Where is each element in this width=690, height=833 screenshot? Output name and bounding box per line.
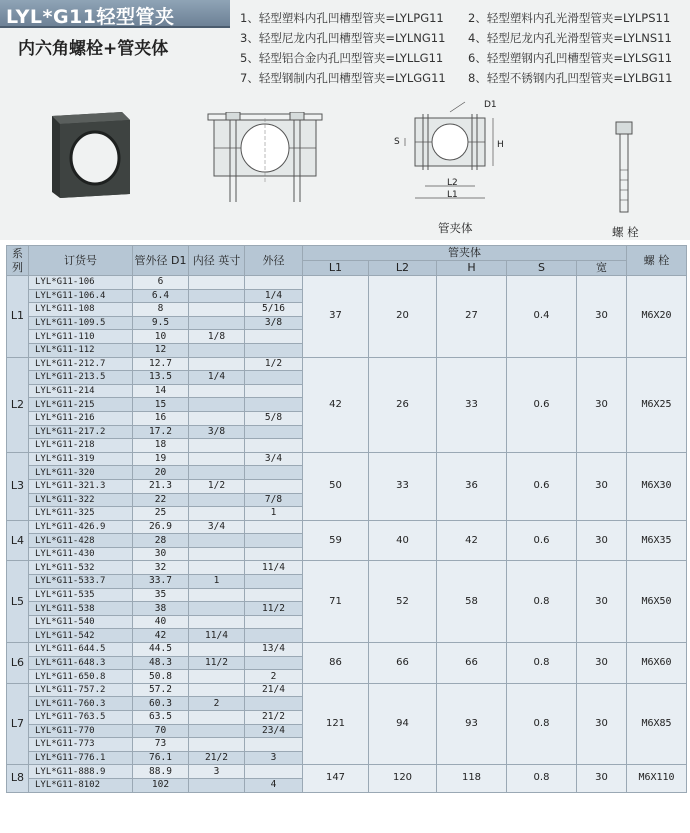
order-no-cell: LYL*G11-217.2 bbox=[29, 425, 133, 439]
inch-cell bbox=[189, 357, 245, 371]
order-no-cell: LYL*G11-757.2 bbox=[29, 683, 133, 697]
col-inch: 内径 英寸 bbox=[189, 246, 245, 276]
title-bar bbox=[0, 0, 230, 28]
outer-cell bbox=[245, 343, 303, 357]
dim-label-d1: D1 bbox=[484, 100, 497, 110]
order-no-cell: LYL*G11-773 bbox=[29, 738, 133, 752]
order-no-cell: LYL*G11-648.3 bbox=[29, 656, 133, 670]
od-cell: 28 bbox=[133, 534, 189, 548]
series-cell: L5 bbox=[7, 561, 29, 643]
od-cell: 17.2 bbox=[133, 425, 189, 439]
outer-cell bbox=[245, 547, 303, 561]
order-no-cell: LYL*G11-532 bbox=[29, 561, 133, 575]
od-cell: 102 bbox=[133, 778, 189, 792]
od-cell: 12 bbox=[133, 343, 189, 357]
od-cell: 48.3 bbox=[133, 656, 189, 670]
outer-cell: 13/4 bbox=[245, 643, 303, 657]
outer-cell bbox=[245, 656, 303, 670]
inch-cell: 1/4 bbox=[189, 371, 245, 385]
width-cell: 30 bbox=[577, 520, 627, 561]
outer-cell: 3/4 bbox=[245, 452, 303, 466]
outer-cell bbox=[245, 534, 303, 548]
outer-cell bbox=[245, 466, 303, 480]
l2-cell: 120 bbox=[369, 765, 437, 792]
width-cell: 30 bbox=[577, 452, 627, 520]
spec-table-body bbox=[7, 276, 687, 793]
series-cell: L4 bbox=[7, 520, 29, 561]
width-cell: 30 bbox=[577, 276, 627, 358]
type-item: 3、轻型尼龙内孔凹槽型管夹=LYLNG11 bbox=[240, 31, 446, 45]
series-cell: L3 bbox=[7, 452, 29, 520]
series-cell: L8 bbox=[7, 765, 29, 792]
order-no-cell: LYL*G11-216 bbox=[29, 411, 133, 425]
type-item: 4、轻型尼龙内孔光滑型管夹=LYLNS11 bbox=[468, 31, 672, 45]
od-cell: 35 bbox=[133, 588, 189, 602]
order-no-cell: LYL*G11-535 bbox=[29, 588, 133, 602]
l1-cell: 86 bbox=[303, 643, 369, 684]
l1-cell: 50 bbox=[303, 452, 369, 520]
series-cell: L7 bbox=[7, 683, 29, 765]
col-od: 管外径 D1 bbox=[133, 246, 189, 276]
inch-cell: 1/8 bbox=[189, 330, 245, 344]
col-outer: 外径 bbox=[245, 246, 303, 276]
od-cell: 38 bbox=[133, 602, 189, 616]
s-cell: 0.8 bbox=[507, 643, 577, 684]
outer-cell: 3 bbox=[245, 751, 303, 765]
inch-cell bbox=[189, 384, 245, 398]
series-cell: L1 bbox=[7, 276, 29, 358]
order-no-cell: LYL*G11-426.9 bbox=[29, 520, 133, 534]
table-row bbox=[7, 765, 687, 779]
od-cell: 32 bbox=[133, 561, 189, 575]
od-cell: 21.3 bbox=[133, 479, 189, 493]
outer-cell: 23/4 bbox=[245, 724, 303, 738]
h-cell: 42 bbox=[437, 520, 507, 561]
inch-cell: 3 bbox=[189, 765, 245, 779]
outer-cell bbox=[245, 371, 303, 385]
s-cell: 0.6 bbox=[507, 520, 577, 561]
inch-cell bbox=[189, 534, 245, 548]
od-cell: 6 bbox=[133, 276, 189, 290]
clamp-photo bbox=[42, 108, 132, 200]
width-cell: 30 bbox=[577, 765, 627, 792]
col-width: 宽 bbox=[577, 261, 627, 276]
outer-cell bbox=[245, 738, 303, 752]
outer-cell bbox=[245, 765, 303, 779]
header-panel bbox=[0, 0, 690, 240]
outer-cell: 11/4 bbox=[245, 561, 303, 575]
inch-cell bbox=[189, 343, 245, 357]
inch-cell bbox=[189, 683, 245, 697]
outer-cell: 21/4 bbox=[245, 683, 303, 697]
od-cell: 22 bbox=[133, 493, 189, 507]
type-item: 1、轻型塑料内孔凹槽型管夹=LYLPG11 bbox=[240, 11, 444, 25]
l1-cell: 121 bbox=[303, 683, 369, 765]
od-cell: 44.5 bbox=[133, 643, 189, 657]
order-no-cell: LYL*G11-106.4 bbox=[29, 289, 133, 303]
outer-cell: 7/8 bbox=[245, 493, 303, 507]
l1-cell: 71 bbox=[303, 561, 369, 643]
outer-cell bbox=[245, 398, 303, 412]
inch-cell bbox=[189, 602, 245, 616]
od-cell: 15 bbox=[133, 398, 189, 412]
order-no-cell: LYL*G11-215 bbox=[29, 398, 133, 412]
inch-cell bbox=[189, 643, 245, 657]
outer-cell: 2 bbox=[245, 670, 303, 684]
dim-label-h: H bbox=[497, 140, 504, 150]
order-no-cell: LYL*G11-428 bbox=[29, 534, 133, 548]
outer-cell bbox=[245, 479, 303, 493]
order-no-cell: LYL*G11-644.5 bbox=[29, 643, 133, 657]
order-no-cell: LYL*G11-538 bbox=[29, 602, 133, 616]
outer-cell bbox=[245, 276, 303, 290]
outer-cell: 3/8 bbox=[245, 316, 303, 330]
outer-cell bbox=[245, 520, 303, 534]
col-h: H bbox=[437, 261, 507, 276]
s-cell: 0.6 bbox=[507, 452, 577, 520]
inch-cell: 3/8 bbox=[189, 425, 245, 439]
bolt-drawing bbox=[612, 120, 636, 218]
outer-cell: 5/8 bbox=[245, 411, 303, 425]
l2-cell: 94 bbox=[369, 683, 437, 765]
l1-cell: 37 bbox=[303, 276, 369, 358]
bolt-cell: M6X60 bbox=[627, 643, 687, 684]
order-no-cell: LYL*G11-106 bbox=[29, 276, 133, 290]
inch-cell bbox=[189, 615, 245, 629]
h-cell: 66 bbox=[437, 643, 507, 684]
type-item: 2、轻型塑料内孔光滑型管夹=LYLPS11 bbox=[468, 11, 671, 25]
l2-cell: 20 bbox=[369, 276, 437, 358]
outer-cell bbox=[245, 697, 303, 711]
s-cell: 0.4 bbox=[507, 276, 577, 358]
h-cell: 58 bbox=[437, 561, 507, 643]
od-cell: 73 bbox=[133, 738, 189, 752]
inch-cell bbox=[189, 724, 245, 738]
outer-cell bbox=[245, 629, 303, 643]
inch-cell bbox=[189, 588, 245, 602]
inch-cell: 11/4 bbox=[189, 629, 245, 643]
bolt-cell: M6X35 bbox=[627, 520, 687, 561]
inch-cell bbox=[189, 561, 245, 575]
order-no-cell: LYL*G11-112 bbox=[29, 343, 133, 357]
order-no-cell: LYL*G11-218 bbox=[29, 439, 133, 453]
dim-label-l1: L1 bbox=[447, 190, 458, 200]
outer-cell: 1 bbox=[245, 507, 303, 521]
od-cell: 50.8 bbox=[133, 670, 189, 684]
inch-cell bbox=[189, 670, 245, 684]
col-s: S bbox=[507, 261, 577, 276]
clamp-front-view bbox=[200, 112, 330, 212]
inch-cell: 21/2 bbox=[189, 751, 245, 765]
bolt-caption: 螺 栓 bbox=[612, 225, 639, 239]
order-no-cell: LYL*G11-320 bbox=[29, 466, 133, 480]
l2-cell: 52 bbox=[369, 561, 437, 643]
type-item: 6、轻型塑钢内孔凹槽型管夹=LYLSG11 bbox=[468, 51, 673, 65]
col-clamp-body: 管夹体 bbox=[303, 246, 627, 261]
width-cell: 30 bbox=[577, 357, 627, 452]
inch-cell bbox=[189, 439, 245, 453]
outer-cell bbox=[245, 425, 303, 439]
order-no-cell: LYL*G11-319 bbox=[29, 452, 133, 466]
od-cell: 13.5 bbox=[133, 371, 189, 385]
inch-cell bbox=[189, 276, 245, 290]
order-no-cell: LYL*G11-650.8 bbox=[29, 670, 133, 684]
order-no-cell: LYL*G11-321.3 bbox=[29, 479, 133, 493]
od-cell: 63.5 bbox=[133, 711, 189, 725]
series-cell: L2 bbox=[7, 357, 29, 452]
order-no-cell: LYL*G11-212.7 bbox=[29, 357, 133, 371]
order-no-cell: LYL*G11-214 bbox=[29, 384, 133, 398]
inch-cell bbox=[189, 778, 245, 792]
outer-cell: 4 bbox=[245, 778, 303, 792]
outer-cell: 11/2 bbox=[245, 602, 303, 616]
bolt-cell: M6X85 bbox=[627, 683, 687, 765]
od-cell: 6.4 bbox=[133, 289, 189, 303]
order-no-cell: LYL*G11-760.3 bbox=[29, 697, 133, 711]
order-no-cell: LYL*G11-8102 bbox=[29, 778, 133, 792]
col-order-no: 订货号 bbox=[29, 246, 133, 276]
type-item: 8、轻型不锈钢内孔凹型管夹=LYLBG11 bbox=[468, 71, 673, 85]
inch-cell bbox=[189, 398, 245, 412]
bolt-cell: M6X50 bbox=[627, 561, 687, 643]
od-cell: 20 bbox=[133, 466, 189, 480]
type-item: 7、轻型钢制内孔凹槽型管夹=LYLGG11 bbox=[240, 71, 446, 85]
series-cell: L6 bbox=[7, 643, 29, 684]
inch-cell bbox=[189, 466, 245, 480]
table-row bbox=[7, 357, 687, 371]
order-no-cell: LYL*G11-763.5 bbox=[29, 711, 133, 725]
dim-label-l2: L2 bbox=[447, 178, 458, 188]
inch-cell bbox=[189, 507, 245, 521]
col-bolt: 螺 栓 bbox=[627, 246, 687, 276]
bolt-cell: M6X30 bbox=[627, 452, 687, 520]
inch-cell: 1 bbox=[189, 575, 245, 589]
bolt-cell: M6X110 bbox=[627, 765, 687, 792]
od-cell: 40 bbox=[133, 615, 189, 629]
inch-cell bbox=[189, 452, 245, 466]
order-no-cell: LYL*G11-322 bbox=[29, 493, 133, 507]
table-row bbox=[7, 276, 687, 290]
inch-cell: 11/2 bbox=[189, 656, 245, 670]
table-row bbox=[7, 452, 687, 466]
inch-cell: 1/2 bbox=[189, 479, 245, 493]
order-no-cell: LYL*G11-770 bbox=[29, 724, 133, 738]
outer-cell bbox=[245, 384, 303, 398]
table-row bbox=[7, 683, 687, 697]
order-no-cell: LYL*G11-540 bbox=[29, 615, 133, 629]
table-row bbox=[7, 520, 687, 534]
col-l1: L1 bbox=[303, 261, 369, 276]
order-no-cell: LYL*G11-213.5 bbox=[29, 371, 133, 385]
od-cell: 26.9 bbox=[133, 520, 189, 534]
od-cell: 76.1 bbox=[133, 751, 189, 765]
h-cell: 33 bbox=[437, 357, 507, 452]
order-no-cell: LYL*G11-430 bbox=[29, 547, 133, 561]
clamp-body-caption: 管夹体 bbox=[438, 221, 473, 235]
outer-cell: 5/16 bbox=[245, 303, 303, 317]
dim-label-s: S bbox=[394, 137, 400, 147]
type-item: 5、轻型铝合金内孔凹型管夹=LYLLG11 bbox=[240, 51, 444, 65]
outer-cell bbox=[245, 575, 303, 589]
width-cell: 30 bbox=[577, 683, 627, 765]
outer-cell: 1/4 bbox=[245, 289, 303, 303]
s-cell: 0.8 bbox=[507, 561, 577, 643]
bolt-cell: M6X25 bbox=[627, 357, 687, 452]
h-cell: 93 bbox=[437, 683, 507, 765]
od-cell: 42 bbox=[133, 629, 189, 643]
l2-cell: 40 bbox=[369, 520, 437, 561]
od-cell: 25 bbox=[133, 507, 189, 521]
inch-cell bbox=[189, 289, 245, 303]
od-cell: 18 bbox=[133, 439, 189, 453]
od-cell: 57.2 bbox=[133, 683, 189, 697]
od-cell: 30 bbox=[133, 547, 189, 561]
outer-cell bbox=[245, 439, 303, 453]
l2-cell: 66 bbox=[369, 643, 437, 684]
inch-cell: 2 bbox=[189, 697, 245, 711]
outer-cell: 21/2 bbox=[245, 711, 303, 725]
page-subtitle: 内六角螺栓+管夹体 bbox=[18, 39, 169, 59]
spec-table bbox=[6, 245, 687, 793]
od-cell: 16 bbox=[133, 411, 189, 425]
h-cell: 27 bbox=[437, 276, 507, 358]
od-cell: 33.7 bbox=[133, 575, 189, 589]
page-title: LYL*G11轻型管夹 bbox=[6, 6, 175, 28]
width-cell: 30 bbox=[577, 643, 627, 684]
outer-cell bbox=[245, 615, 303, 629]
l1-cell: 59 bbox=[303, 520, 369, 561]
s-cell: 0.6 bbox=[507, 357, 577, 452]
order-no-cell: LYL*G11-325 bbox=[29, 507, 133, 521]
inch-cell bbox=[189, 411, 245, 425]
outer-cell bbox=[245, 588, 303, 602]
inch-cell bbox=[189, 711, 245, 725]
s-cell: 0.8 bbox=[507, 765, 577, 792]
inch-cell bbox=[189, 303, 245, 317]
od-cell: 70 bbox=[133, 724, 189, 738]
h-cell: 36 bbox=[437, 452, 507, 520]
table-row bbox=[7, 561, 687, 575]
od-cell: 60.3 bbox=[133, 697, 189, 711]
order-no-cell: LYL*G11-888.9 bbox=[29, 765, 133, 779]
order-no-cell: LYL*G11-542 bbox=[29, 629, 133, 643]
l1-cell: 147 bbox=[303, 765, 369, 792]
od-cell: 8 bbox=[133, 303, 189, 317]
od-cell: 19 bbox=[133, 452, 189, 466]
table-row bbox=[7, 643, 687, 657]
inch-cell bbox=[189, 738, 245, 752]
od-cell: 12.7 bbox=[133, 357, 189, 371]
inch-cell bbox=[189, 547, 245, 561]
inch-cell bbox=[189, 493, 245, 507]
od-cell: 9.5 bbox=[133, 316, 189, 330]
l1-cell: 42 bbox=[303, 357, 369, 452]
outer-cell bbox=[245, 330, 303, 344]
inch-cell: 3/4 bbox=[189, 520, 245, 534]
od-cell: 10 bbox=[133, 330, 189, 344]
inch-cell bbox=[189, 316, 245, 330]
order-no-cell: LYL*G11-109.5 bbox=[29, 316, 133, 330]
order-no-cell: LYL*G11-776.1 bbox=[29, 751, 133, 765]
order-no-cell: LYL*G11-110 bbox=[29, 330, 133, 344]
width-cell: 30 bbox=[577, 561, 627, 643]
bolt-cell: M6X20 bbox=[627, 276, 687, 358]
s-cell: 0.8 bbox=[507, 683, 577, 765]
outer-cell: 1/2 bbox=[245, 357, 303, 371]
od-cell: 14 bbox=[133, 384, 189, 398]
order-no-cell: LYL*G11-533.7 bbox=[29, 575, 133, 589]
col-l2: L2 bbox=[369, 261, 437, 276]
order-no-cell: LYL*G11-108 bbox=[29, 303, 133, 317]
col-series: 系列 bbox=[7, 246, 29, 276]
h-cell: 118 bbox=[437, 765, 507, 792]
l2-cell: 26 bbox=[369, 357, 437, 452]
od-cell: 88.9 bbox=[133, 765, 189, 779]
l2-cell: 33 bbox=[369, 452, 437, 520]
